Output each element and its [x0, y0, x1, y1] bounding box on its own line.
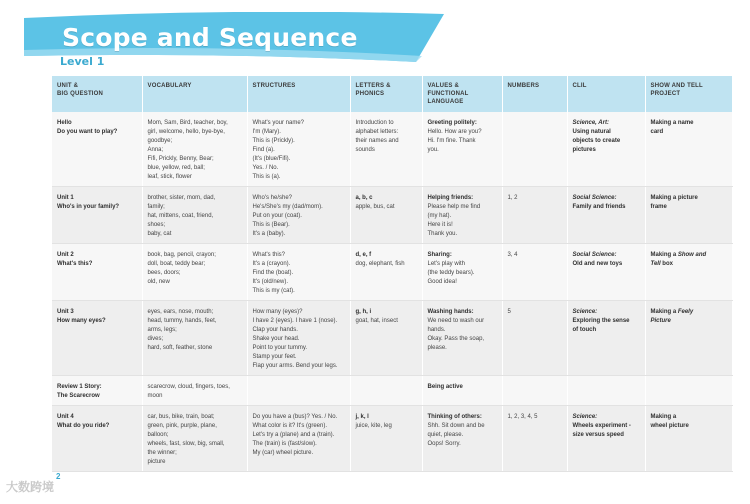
table-row	[52, 112, 732, 187]
column-header-label: NUMBERS	[507, 83, 540, 89]
table-cell	[52, 187, 142, 244]
clil-heading: Science:	[572, 414, 598, 420]
table-cell	[422, 376, 502, 406]
table-cell	[247, 406, 350, 472]
values-text: Please help me find (my hat). Here it is! Thank you.	[427, 204, 481, 237]
table-cell	[567, 112, 645, 187]
table-cell	[645, 112, 732, 187]
letters-heading: a, b, c	[355, 195, 373, 201]
table-cell	[247, 187, 350, 244]
clil-heading: Science:	[572, 309, 598, 315]
vocabulary-text: brother, sister, mom, dad, family; hat, mittens, coat, friend, shoes; baby, cat	[147, 195, 216, 237]
column-header-label: STRUCTURES	[252, 83, 296, 89]
page-number: 2	[56, 472, 61, 481]
table-cell	[350, 112, 422, 187]
table-cell	[502, 301, 567, 376]
clil-text: Using natural objects to create pictures	[572, 129, 621, 153]
structures-text: Who's he/she? He's/She's my (dad/mom). Put on your (coat). This is (Bear). It's a (baby).	[252, 195, 323, 237]
vocabulary-text: scarecrow, cloud, fingers, toes, moon	[147, 384, 230, 399]
project-text-part: Making a wheel picture	[650, 414, 689, 429]
vocabulary-text: Mom, Sam, Bird, teacher, boy, girl, welcome, hello, bye-bye, goodbye; Anna; Fifi, Prickly, Benny, Bear; blue, yellow, red, ball; leaf, stick, flower	[147, 120, 228, 180]
table-cell	[142, 112, 247, 187]
project-text-part: Making a picture frame	[650, 195, 698, 210]
column-header-label: VALUES & FUNCTIONAL LANGUAGE	[427, 83, 469, 105]
table-cell	[52, 376, 142, 406]
table-cell	[645, 244, 732, 301]
values-text: Shh. Sit down and be quiet, please. Oops! Sorry.	[427, 423, 485, 447]
table-row	[52, 187, 732, 244]
column-header-label: LETTERS & PHONICS	[355, 83, 391, 97]
vocabulary-text: book, bag, pencil, crayon; doll, boat, teddy bear; bees, doors; old, new	[147, 252, 216, 285]
column-header	[502, 76, 567, 112]
unit-question: Unit 3 How many eyes?	[57, 309, 106, 324]
unit-question: Review 1 Story: The Scarecrow	[57, 384, 102, 399]
table-cell	[350, 301, 422, 376]
table-cell	[350, 406, 422, 472]
document-page	[16, 6, 736, 498]
structures-text: What's your name? I'm (Mary). This is (Prickly). Find (a). (It's (blue/Fifi). Yes. / No. This is (a).	[252, 120, 305, 180]
letters-heading: d, e, f	[355, 252, 372, 258]
table-cell	[567, 187, 645, 244]
page-title: Scope and Sequence	[62, 23, 358, 52]
project-title-italic: Show and Tell	[650, 252, 707, 267]
vocabulary-text: car, bus, bike, train, boat; green, pink, purple, plane, balloon; wheels, fast, slow, big, small, the winner; picture	[147, 414, 225, 465]
unit-question: Unit 1 Who's in your family?	[57, 195, 120, 210]
table-cell	[645, 301, 732, 376]
values-heading: Being active	[427, 384, 463, 390]
column-header	[645, 76, 732, 112]
table-cell	[350, 376, 422, 406]
column-header	[422, 76, 502, 112]
values-heading: Washing hands:	[427, 309, 474, 315]
scope-sequence-table	[52, 76, 733, 472]
project-text	[651, 119, 727, 137]
project-text-part: Making a	[650, 309, 678, 315]
clil-heading: Science, Art:	[572, 120, 609, 126]
table-cell	[502, 187, 567, 244]
structures-text: How many (eyes)? I have 2 (eyes). I have 1 (nose). Clap your hands. Shake your head. Point to your tummy. Stamp your feet. Flap your arms. Bend your legs.	[252, 309, 338, 369]
column-header-label: VOCABULARY	[147, 83, 192, 89]
clil-text: Exploring the sense of touch	[572, 318, 630, 333]
table-header-row	[52, 76, 732, 112]
structures-text: Do you have a (bus)? Yes. / No. What color is it? It's (green). Let's try a (plane) and a (train). The (train) is (fast/slow). My (car) wheel picture.	[252, 414, 338, 456]
column-header	[52, 76, 142, 112]
vocabulary-text: eyes, ears, nose, mouth; head, tummy, hands, feet, arms, legs; dives; hard, soft, feather, stone	[147, 309, 217, 351]
values-heading: Thinking of others:	[427, 414, 482, 420]
table-cell	[567, 406, 645, 472]
letters-heading: g, h, i	[355, 309, 372, 315]
project-text	[651, 194, 727, 212]
table-cell	[142, 187, 247, 244]
table-cell	[422, 187, 502, 244]
table-cell	[422, 406, 502, 472]
letters-heading: j, k, l	[355, 414, 369, 420]
numbers-text: 1, 2	[507, 195, 518, 201]
table-cell	[645, 376, 732, 406]
project-text-part: box	[660, 261, 673, 267]
values-heading: Sharing:	[427, 252, 452, 258]
column-header	[567, 76, 645, 112]
clil-heading: Social Science:	[572, 252, 617, 258]
phonics-text: apple, bus, cat	[355, 204, 395, 210]
numbers-text: 3, 4	[507, 252, 518, 258]
clil-heading: Social Science:	[572, 195, 617, 201]
values-text: Let's play with (the teddy bears). Good idea!	[427, 261, 475, 285]
table-row	[52, 301, 732, 376]
table-row	[52, 244, 732, 301]
values-heading: Greeting politely:	[427, 120, 477, 126]
table-cell	[502, 406, 567, 472]
numbers-text: 1, 2, 3, 4, 5	[507, 414, 538, 420]
column-header	[350, 76, 422, 112]
column-header	[247, 76, 350, 112]
table-cell	[52, 301, 142, 376]
table-cell	[247, 301, 350, 376]
clil-text: Family and friends	[572, 204, 626, 210]
table-cell	[142, 406, 247, 472]
project-text	[651, 251, 727, 269]
table-cell	[422, 301, 502, 376]
table-cell	[567, 301, 645, 376]
unit-question: Unit 2 What's this?	[57, 252, 93, 267]
phonics-text: dog, elephant, fish	[355, 261, 405, 267]
table-cell	[502, 244, 567, 301]
table-cell	[247, 376, 350, 406]
table-row	[52, 406, 732, 472]
phonics-text: Introduction to alphabet letters: their names and sounds	[355, 120, 399, 153]
unit-question: Hello Do you want to play?	[57, 120, 118, 135]
column-header	[142, 76, 247, 112]
column-header-label: UNIT & BIG QUESTION	[57, 83, 104, 97]
phonics-text: juice, kite, leg	[355, 423, 392, 429]
project-text-part: Making a name card	[650, 120, 694, 135]
title-banner	[24, 12, 444, 67]
project-text-part: Making a	[650, 252, 678, 258]
clil-text: Wheels experiment - size versus speed	[572, 423, 631, 438]
table-cell	[567, 376, 645, 406]
table-cell	[502, 112, 567, 187]
values-text: Hello. How are you? Hi. I'm fine. Thank you.	[427, 129, 482, 153]
table-cell	[142, 376, 247, 406]
table-cell	[52, 112, 142, 187]
table-cell	[422, 112, 502, 187]
numbers-text: 5	[507, 309, 511, 315]
project-title-italic: Feely Picture	[650, 309, 694, 324]
table-cell	[350, 187, 422, 244]
table-cell	[422, 244, 502, 301]
project-text	[651, 308, 727, 326]
table-cell	[567, 244, 645, 301]
table-cell	[52, 406, 142, 472]
table-cell	[645, 187, 732, 244]
values-heading: Helping friends:	[427, 195, 474, 201]
clil-text: Old and new toys	[572, 261, 623, 267]
structures-text: What's this? It's a (crayon). Find the (boat). It's (old/new). This is my (cat).	[252, 252, 295, 294]
table-cell	[142, 301, 247, 376]
values-text: We need to wash our hands. Okay. Pass the soap, please.	[427, 318, 485, 351]
table-row	[52, 376, 732, 406]
table-cell	[350, 244, 422, 301]
watermark: 大数跨境	[6, 480, 55, 494]
table-cell	[142, 244, 247, 301]
column-header-label: CLIL	[572, 83, 587, 89]
table-cell	[247, 112, 350, 187]
table-cell	[247, 244, 350, 301]
project-text	[651, 413, 727, 431]
table-cell	[645, 406, 732, 472]
table-cell	[502, 376, 567, 406]
column-header-label: SHOW AND TELL PROJECT	[650, 83, 703, 97]
unit-question: Unit 4 What do you ride?	[57, 414, 110, 429]
table-cell	[52, 244, 142, 301]
phonics-text: goat, hat, insect	[355, 318, 398, 324]
level-label: Level 1	[60, 55, 105, 68]
